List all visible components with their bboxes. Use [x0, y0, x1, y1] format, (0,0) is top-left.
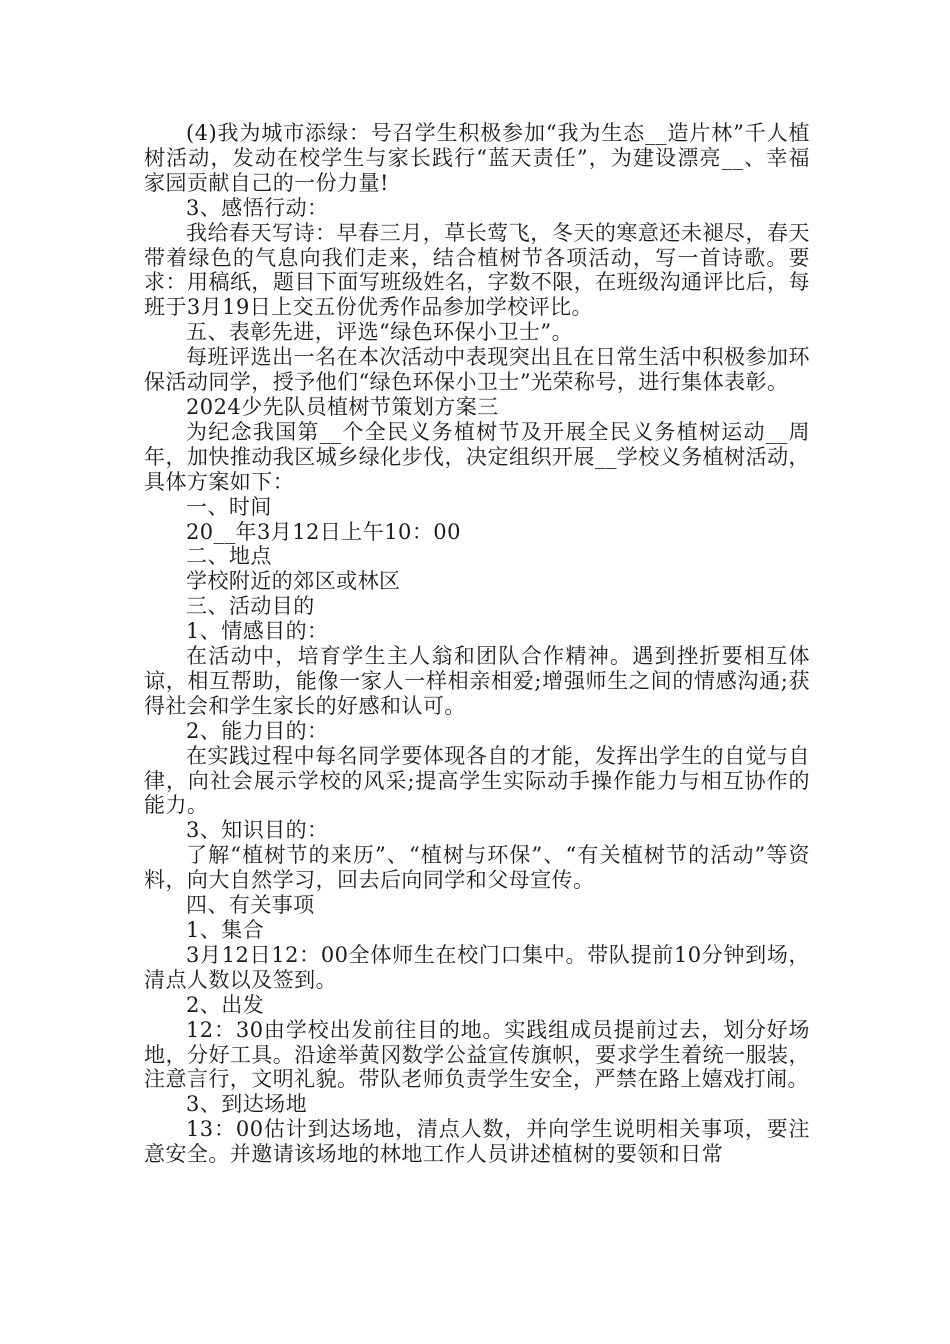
paragraph-departure: 12：30由学校出发前往目的地。实践组成员提前过去，划分好场地，分好工具。沿途举黄冈数学公益宣传旗帜，要求学生着统一服装，注意言行，文明礼貌。带队老师负责学生安全，严禁在路上嬉戏打闹。	[144, 1017, 810, 1092]
paragraph-intro: 为纪念我国第__个全民义务植树节及开展全民义务植树运动__周年，加快推动我区城乡绿化步伐，决定组织开展__学校义务植树活动，具体方案如下：	[144, 419, 810, 494]
heading-departure: 2、出发	[186, 992, 265, 1017]
heading-time: 一、时间	[186, 494, 272, 519]
heading-arrival: 3、到达场地	[186, 1092, 308, 1117]
heading-commendation: 五、表彰先进，评选“绿色环保小卫士”。	[186, 320, 574, 345]
paragraph-commendation: 每班评选出一名在本次活动中表现突出且在日常生活中积极参加环保活动同学，授予他们“绿色环保小卫士”光荣称号，进行集体表彰。	[144, 345, 810, 395]
section-title-plan-three: 2024少先队员植树节策划方案三	[186, 394, 499, 419]
text-time-value: 20__年3月12日上午10：00	[186, 519, 461, 544]
paragraph-arrival: 13：00估计到达场地，清点人数，并向学生说明相关事项，要注意安全。并邀请该场地的林地工作人员讲述植树的要领和日常	[144, 1117, 810, 1167]
heading-matters: 四、有关事项	[186, 893, 315, 918]
heading-knowledge-purpose: 3、知识目的：	[186, 818, 329, 843]
heading-purpose: 三、活动目的	[186, 594, 315, 619]
text-location-value: 学校附近的郊区或林区	[186, 569, 401, 594]
paragraph-knowledge-purpose: 了解“植树节的来历”、“植树与环保”、“有关植树节的活动”等资料，向大自然学习，回去后向同学和父母宣传。	[144, 843, 810, 893]
document-body	[144, 121, 810, 1167]
paragraph-emotional-purpose: 在活动中，培育学生主人翁和团队合作精神。遇到挫折要相互体谅，相互帮助，能像一家人一样相亲相爱;增强师生之间的情感沟通;获得社会和学生家长的好感和认可。	[144, 644, 810, 718]
heading-assembly: 1、集合	[186, 918, 265, 942]
paragraph-ability-purpose: 在实践过程中每名同学要体现各自的才能，发挥出学生的自觉与自律，向社会展示学校的风采;提高学生实际动手操作能力与相互协作的能力。	[144, 743, 810, 818]
heading-emotional-purpose: 1、情感目的：	[186, 619, 329, 644]
heading-ability-purpose: 2、能力目的：	[186, 718, 329, 743]
heading-feel-action: 3、感悟行动：	[186, 195, 329, 220]
paragraph-assembly: 3月12日12：00全体师生在校门口集中。带队提前10分钟到场，清点人数以及签到。	[144, 942, 810, 992]
paragraph-spring-poem: 我给春天写诗：早春三月，草长莺飞，冬天的寒意还未褪尽，春天带着绿色的气息向我们走来，结合植树节各项活动，写一首诗歌。要求：用稿纸，题目下面写班级姓名，字数不限，在班级沟通评比后，每班于3月19日上交五份优秀作品参加学校评比。	[144, 220, 810, 320]
heading-location: 二、地点	[186, 544, 272, 569]
paragraph-plant-trees-city: (4)我为城市添绿：号召学生积极参加“我为生态__造片林”千人植树活动，发动在校学生与家长践行“蓝天责任”，为建设漂亮__、幸福家园贡献自己的一份力量!	[144, 121, 810, 195]
